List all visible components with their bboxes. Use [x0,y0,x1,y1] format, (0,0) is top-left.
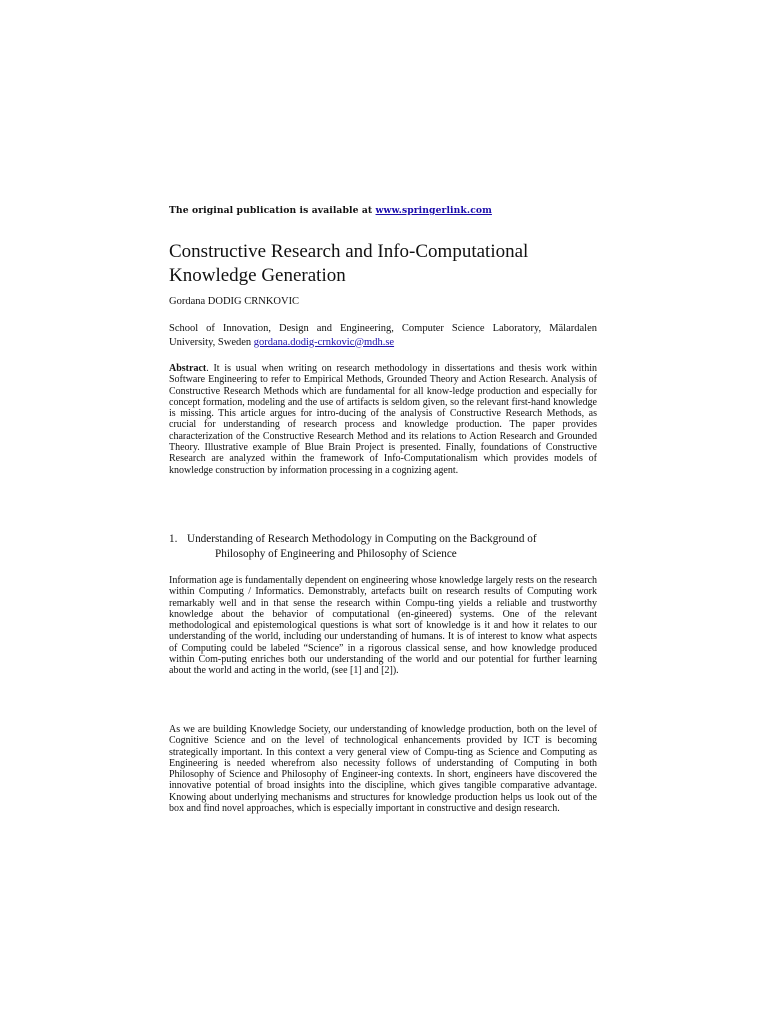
section-heading-line1: Understanding of Research Methodology in Computing on the Background of [187,533,537,545]
body-paragraph: As we are building Knowledge Society, our understanding of knowledge production, both on the level of Cognitive Science and on the level of technological enhancements provided by ICT is becoming strategically important. In this context a very general view of Compu-ting as Science and Computing as Engineering is needed wherefrom also necessity follows of understanding of Computing in both Philosophy of Science and Philosophy of Engineer-ing contexts. In short, engineers have discovered the innovative potential of broad insights into the discipline, which gives tangible comparative advantage. Knowing about underlying mechanisms and structures for knowledge production helps us look out of the box and find novel approaches, which is especially important in constructive and design research. [169,724,597,815]
section-heading-line2: Philosophy of Engineering and Philosophy of Science [215,548,457,560]
affiliation [169,322,597,349]
section-number: 1. [169,533,178,545]
abstract-text: . It is usual when writing on research methodology in dissertations and thesis work within Software Engineering to refer to Empirical Methods, Grounded Theory and Action Research. Analysis of Constructive Research Methods which are fundamental for all know-ledge production and especially for concept formation, modeling and the use of artifacts is seldom given, so the relevant first-hand knowledge is missing. This article argues for intro-ducing of the analysis of Constructive Research Methods, as crucial for understanding of research process and knowledge production. The paper provides characterization of the Constructive Research Method and its relations to Action Research and Grounded Theory. Illustrative example of Blue Brain Project is presented. Finally, foundations of Constructive Research are analyzed within the framework of Info-Computationalism which provides models of knowledge construction by information processing in a cognizing agent. [169,363,597,476]
affiliation-text: School of Innovation, Design and Engineering, Computer Science Laboratory, Mälardalen University, Sweden [169,323,597,348]
paper-title: Constructive Research and Info-Computational Knowledge Generation [169,241,529,286]
abstract [169,363,597,476]
section-heading [169,532,597,562]
author-email-link[interactable]: gordana.dodig-crnkovic@mdh.se [253,336,395,348]
publication-notice-text: The original publication is available at [169,205,376,216]
springerlink-link[interactable]: www.springerlink.com [375,205,492,216]
body-paragraph: Information age is fundamentally dependent on engineering whose knowledge largely rests on the research within Computing / Informatics. Demonstrably, artefacts built on research results of Computing work remarkably well and in that sense the research within Compu-ting yields a reliable and trustworthy knowledge about the behavior of computational (en-gineered) systems. One of the relevant methodological and epistemological questions is what sort of knowledge is it and how it relates to our understanding of the world, including our understanding of humans. It is of interest to know what aspects of Computing could be labeled “Science” in a rigorous classical sense, and how knowledge produced within Com-puting enriches both our understanding of the world and our potential for further learning about the world and acting in the world, (see [1] and [2]). [169,575,597,677]
publication-notice [169,205,492,216]
abstract-label: Abstract [169,363,207,374]
author-name: Gordana DODIG CRNKOVIC [169,296,300,307]
